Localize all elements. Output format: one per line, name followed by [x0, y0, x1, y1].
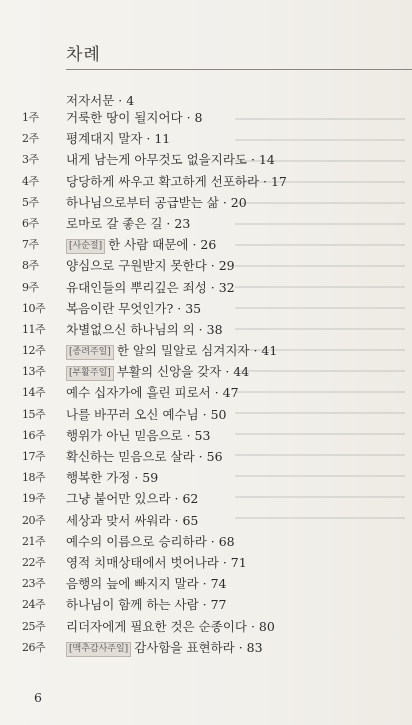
page-title: 차례	[66, 45, 101, 65]
chapter-title: 그냥 붙어만 있으라 · 62	[66, 491, 199, 507]
chapter-week-number: 2주	[22, 132, 39, 146]
chapter-week-number: 23주	[22, 577, 46, 591]
toc-item	[0, 467, 412, 488]
liturgical-tag: [사순절]	[66, 239, 105, 254]
chapter-week-number: 15주	[22, 407, 46, 421]
chapter-title: 감사함을 표현하라 · 83	[134, 639, 263, 655]
chapter-week-number: 4주	[22, 174, 39, 188]
toc-item	[0, 531, 412, 552]
toc-item	[0, 255, 412, 276]
chapter-week-number: 14주	[22, 386, 46, 400]
toc-item	[0, 298, 412, 319]
chapter-week-number: 8주	[22, 259, 39, 273]
chapter-week-number: 26주	[22, 640, 46, 654]
chapter-week-number: 5주	[22, 195, 39, 209]
toc-item	[0, 340, 412, 361]
toc-item	[0, 594, 412, 615]
chapter-title: 복음이란 무엇인가? · 35	[66, 300, 202, 316]
chapter-title: 한 사람 때문에 · 26	[108, 237, 217, 253]
chapter-title: 거룩한 땅이 될지어다 · 8	[66, 110, 203, 125]
chapter-title: 차별없으신 하나님의 의 · 38	[66, 321, 223, 337]
toc-item	[0, 107, 412, 128]
chapter-title: 하나님이 함께 하는 사람 · 77	[66, 597, 227, 613]
chapter-week-number: 1주	[22, 111, 39, 124]
toc-item	[0, 488, 412, 509]
toc-item	[0, 616, 412, 637]
chapter-entry	[66, 531, 235, 552]
chapter-title: 행복한 가정 · 59	[66, 470, 159, 486]
chapter-title: 리더자에게 필요한 것은 순종이다 · 80	[66, 618, 275, 634]
liturgical-tag: [맥추감사주일]	[66, 642, 131, 657]
chapter-week-number: 11주	[22, 322, 46, 336]
chapter-week-number: 21주	[22, 534, 46, 548]
chapter-title: 평계대지 말자 · 11	[66, 131, 171, 147]
chapter-title: 세상과 맞서 싸워라 · 65	[66, 512, 199, 528]
toc-item	[0, 552, 412, 573]
toc-item	[0, 446, 412, 467]
chapter-entry	[66, 277, 235, 298]
chapter-week-number: 17주	[22, 450, 46, 463]
chapter-week-number: 25주	[22, 619, 46, 633]
chapter-entry	[66, 404, 227, 425]
preface-entry: 저자서문 · 4	[66, 93, 135, 108]
chapter-title: 예수의 이름으로 승리하라 · 68	[66, 533, 235, 549]
chapter-entry	[66, 594, 227, 615]
chapter-title: 행위가 아닌 믿음으로 · 53	[66, 427, 211, 443]
chapter-week-number: 3주	[22, 153, 39, 167]
chapter-title: 로마로 갈 좋은 길 · 23	[66, 215, 191, 231]
toc-item	[0, 234, 412, 255]
title-divider	[66, 69, 412, 70]
chapter-week-number: 10주	[22, 301, 46, 315]
chapter-entry	[66, 255, 235, 276]
toc-item	[0, 128, 412, 149]
chapter-week-number: 16주	[22, 428, 46, 442]
chapter-week-number: 22주	[22, 555, 46, 569]
chapter-title: 내게 남는게 아무것도 없을지라도 · 14	[66, 152, 275, 168]
toc-item	[0, 637, 412, 658]
chapter-entry	[66, 382, 239, 403]
chapter-title: 예수 십자가에 흘린 피로서 · 47	[66, 385, 239, 401]
chapter-entry	[66, 192, 247, 213]
liturgical-tag: [부활주일]	[66, 366, 114, 381]
chapter-week-number: 13주	[22, 365, 46, 379]
chapter-title: 양심으로 구원받지 못한다 · 29	[66, 258, 235, 274]
toc-item	[0, 192, 412, 213]
chapter-title: 음행의 늪에 빠지지 말라 · 74	[66, 576, 227, 592]
toc-item	[0, 361, 412, 382]
toc-item	[0, 404, 412, 425]
chapter-entry	[66, 446, 223, 467]
chapter-entry	[66, 149, 275, 170]
chapter-entry	[66, 234, 216, 255]
toc-item	[0, 171, 412, 192]
chapter-title: 하나님으로부터 공급받는 삶 · 20	[66, 194, 247, 210]
chapter-entry	[66, 425, 210, 446]
chapter-entry	[66, 128, 170, 149]
chapter-entry	[66, 467, 158, 488]
toc-item	[0, 382, 412, 403]
chapter-title: 확신하는 믿음으로 살라 · 56	[66, 449, 223, 464]
toc-item	[0, 425, 412, 446]
chapter-week-number: 18주	[22, 471, 46, 485]
chapter-entry	[66, 213, 190, 234]
chapter-week-number: 9주	[22, 280, 39, 294]
chapter-entry	[66, 107, 203, 128]
chapter-week-number: 19주	[22, 492, 46, 506]
toc-item	[0, 319, 412, 340]
chapter-title: 당당하게 싸우고 확고하게 선포하라 · 17	[66, 173, 287, 189]
chapter-entry	[66, 552, 247, 573]
chapter-entry	[66, 171, 287, 192]
liturgical-tag: [종려주일]	[66, 345, 114, 360]
page-number: 6	[34, 690, 42, 705]
chapter-entry	[66, 616, 275, 637]
chapter-title: 부활의 신앙을 갖자 · 44	[116, 364, 250, 380]
table-of-contents	[0, 107, 412, 658]
chapter-week-number: 7주	[22, 238, 39, 252]
chapter-week-number: 20주	[22, 513, 46, 527]
chapter-week-number: 6주	[22, 216, 39, 230]
toc-item	[0, 510, 412, 531]
chapter-entry	[66, 637, 263, 658]
chapter-title: 유대인들의 뿌리깊은 죄성 · 32	[66, 279, 235, 295]
chapter-title: 나를 바꾸러 오신 예수님 · 50	[66, 406, 227, 422]
chapter-week-number: 24주	[22, 598, 46, 612]
chapter-entry	[66, 573, 227, 594]
chapter-entry	[66, 298, 201, 319]
toc-item	[0, 277, 412, 298]
chapter-week-number: 12주	[22, 344, 46, 358]
toc-item	[0, 573, 412, 594]
chapter-entry	[66, 510, 198, 531]
toc-item	[0, 149, 412, 170]
chapter-entry	[66, 340, 277, 361]
chapter-entry	[66, 319, 223, 340]
chapter-entry	[66, 361, 249, 382]
toc-item	[0, 213, 412, 234]
chapter-title: 한 알의 밀알로 심겨지자 · 41	[116, 343, 278, 359]
chapter-title: 영적 치매상태에서 벗어나라 · 71	[66, 554, 247, 570]
chapter-entry	[66, 488, 198, 509]
